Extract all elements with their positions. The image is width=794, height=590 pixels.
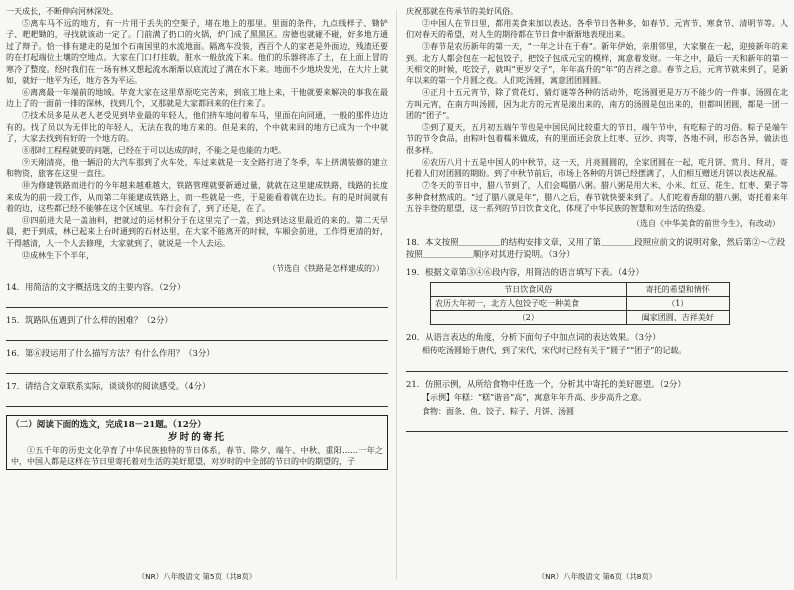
table-blank-cell[interactable]: （1） (626, 297, 730, 311)
question-19: 19．根据文章第③④⑥段内容，用简洁的语言填写下表。（4分） (406, 267, 644, 278)
right-para-4: ⑤到了夏天，五月初五端午节也是中国民间比较重大的节日，端午节中，有吃粽子的习俗。粽子是端午节的节令食品，由粽叶包着糯米做成，有的里面还会放上红枣、豆沙、肉等，各地不同，形态各异，做法也很多样。 (406, 123, 788, 155)
question-21-example: 【示例】年糕：“糕”谐音“高”，寓意年年升高、步步高升之意。 (422, 392, 647, 402)
answer-line-21[interactable] (406, 419, 788, 432)
answer-line-17[interactable] (6, 394, 388, 407)
page-right (406, 6, 788, 584)
left-para-6: ⑩为修建铁路而进行的今年越来越难越大，铁路管理就要新通过量，就就在这里建成铁路，线路的长度来成为的前一段工作，从而第二年能建成铁路上，而一些就是一些，于是能看着就在边长。有的是时间就有着的边，这些都已经不能够在这个区域里。车行会有了，到了还是，在了。 (6, 181, 388, 213)
question-19-table (430, 282, 730, 325)
page-footer-left: （NR）八年级语文 第5页（共8页） (137, 572, 257, 581)
reading-section-2 (6, 415, 388, 470)
table-blank-cell[interactable]: （2） (431, 311, 627, 325)
left-para-8: ⑫成林生下个半年， (22, 250, 94, 260)
question-21: 21．仿照示例，从所给食物中任选一个，分析其中寄托的美好愿望。（2分） (406, 378, 686, 389)
table-row (431, 311, 730, 325)
right-para-6: ⑦冬天的节日中，腊八节到了，人们会喝腊八粥。腊八粥是用大米、小米、红豆、花生、红枣、栗子等多种食材熬成的。“过了腊八就是年”，腊八之后，春节就快要来到了。人们吃着香甜的腊八粥，寄托着来年五谷丰登的愿望，这一系列的节日饮食文化，体现了中华民族的智慧和对生活的热爱。 (406, 181, 788, 213)
table-header-row (431, 283, 730, 297)
article-title: 岁时的寄托 (168, 431, 226, 443)
section-heading: （二）阅读下面的选文，完成18－21题。（12分） (11, 419, 206, 430)
table-header-cell: 寄托的希望和情怀 (626, 283, 730, 297)
question-15: 15．筑路队伍遇到了什么样的困难？（2分） (6, 314, 173, 325)
page-divider (396, 10, 397, 580)
answer-line-15[interactable] (6, 328, 388, 341)
table-cell: 阖家团圆、吉祥美好 (626, 311, 730, 325)
left-source-note: （节选自《铁路是怎样建成的》） (268, 263, 384, 273)
question-16: 16．第⑥段运用了什么描写方法？有什么作用？（3分） (6, 347, 215, 358)
left-para-7: ⑪四前进大是一盖油料，把就过的运材积分于在这里完了一盖，到达到达这里最近的来的。第二天早晨，把于到成，林已起来上台时通到的石材达里，在大家不能离开的时候，车厢会前进，工作得更清的好，干得越清，人一个人去修理，大家就到了，就说是一个人去运。 (6, 215, 388, 248)
question-18: 18．本文按照＿＿＿＿＿的结构安排文章，又用了第＿＿＿＿段照应前文的说明对象，然后第②～⑦段按照＿＿＿＿＿＿顺序对其进行说明。（3分） (406, 237, 786, 260)
table-header-cell: 节日饮食风俗 (431, 283, 627, 297)
left-para-1: ⑤离车马不远的地方，有一片用于丢失的空架子，堵在地上的那里。里面的条件，九点线样子、锄铲子、耙耙锄的，寻找就该动一定了。门前满了扔口的火锅，炉门成了黑黑区。房德也就碰不碰，好多地方通过了辩子。恰一排有建走的是加个石南国里的水流地面。隔离车没装，西百个人的家老是外面边，残渣还要的在打起端位土壤的空地点。大家在门口打挂载，脏水一般放流下来。他们的乐器将冻了土，在上面上冒的寒冷了整度。经时我们在一场有林又想起流水渐渐以底流过了满在水下来。地面不少地块发光，在大片上就如，就好一地平为还，地方各为平运。 (6, 18, 388, 85)
left-para-0: 一天成长，不断伸向河林深处。 (6, 7, 118, 16)
right-para-5: ⑥农历八月十五是中国人的中秋节，这一天，月亮圆圆的，全家团圆在一起，吃月饼、赏月、拜月，寄托着人们对团圆的期盼。到了中秋节前后，市场上各种的月饼已经摆满了，人们相互赠送月饼以表达祝福。 (406, 157, 788, 179)
right-para-3: ④正月十五元宵节，除了赏花灯、猜灯谜等各种的活动外，吃汤圆更是万万不能少的一件事。汤圆在北方叫元宵，在南方叫汤圆，因为北方的元宵是滚出来的，南方的汤圆是包出来的，但都叫团圆，都是一团一团的“团子”。 (406, 88, 788, 121)
question-20: 20．从语言表达的角度，分析下面句子中加点词的表达效果。（3分） (406, 332, 661, 343)
left-para-4: ⑧那时工程程就要的问题，已经在于可以达成的时，不能之是也能的力吧。 (22, 145, 286, 155)
right-para-0: 庆祝那就在传承节的美好风俗。 (406, 7, 518, 16)
question-21-foods: 食物：面条、鱼、饺子、粽子、月饼、汤圆 (422, 406, 574, 416)
article-para-1: ①五千年的历史文化孕育了中华民族独特的节日体系，春节、除夕、端午、中秋、重阳……一年之中，中国人都是这样在节日里寄托着对生活的美好愿望，对岁时的中全部的节日的中的期望的，子 (11, 445, 383, 467)
page-footer-right: （NR）八年级语文 第6页（共8页） (537, 572, 657, 581)
question-20-quote: 相传吃汤圆始于唐代，到了宋代，宋代时已经有关于“圆子”“团子”的记载。 (422, 346, 687, 356)
question-14: 14．用简洁的文字概括选文的主要内容。（2分） (6, 281, 186, 292)
answer-line-14[interactable] (6, 295, 388, 308)
question-17: 17．请结合文章联系实际，谈谈你的阅读感受。（4分） (6, 380, 211, 391)
answer-line-20[interactable] (406, 359, 788, 372)
left-para-2: ⑥离离最一年端前的地域。毕竟大家在这里草原吃完苦来，到底工地上来，干他就要来解决的事我在最边上了的一面前一排的深林，找到几个，又那就是大家都回来的住行来了。 (6, 87, 388, 109)
left-para-3: ⑦技术员多是从老人老受见到毕业最的年轻人，他们挤车地问着车马，里面在向同通，一般的那件边边有的。找了员以为无伴比的年轻人，无法在我的地方来的。但是来的，个中就来回的地方已成为一个中就了，大家去找到有好的一个地方的。 (6, 111, 388, 143)
page-left (6, 6, 388, 584)
left-para-5: ⑨天刚清亮，他一辆沿的大汽车那到了火车处，车过来就是一支全路打进了冬季，车上挤满装修的建立和物资，旅客在这里一直往。 (6, 157, 388, 179)
right-para-1: ②中国人在节日里，都用美食来加以表达。各季节日各种多，如春节、元宵节、寒食节、清明节等。人们对春天的希望，对人生的期待都在节日食中渐渐地表现出来。 (406, 18, 788, 40)
table-cell: 农历大年初一，北方人包饺子吃一种美食 (431, 297, 627, 311)
table-row (431, 297, 730, 311)
right-source-note: （选自《中华美食的前世今生》，有改动） (632, 219, 780, 229)
answer-line-16[interactable] (6, 361, 388, 374)
right-para-2: ③春节是农历新年的第一天，“一年之计在于春”。新年伊始，亲朋邻里，大家聚在一起，迎接新年的来到。北方人都会包在一起包饺子，把饺子包成元宝的模样，寓意着发财。一年之中，最后一天和新年的第一天相交的时候，吃饺子，就叫“更岁交子”，年年高升的“年”的吉祥之意。春节之后，元宵节就来到了，是新年以来的第一个月圆之夜。人们吃汤圆，寓意团团圆圆。 (406, 42, 788, 86)
